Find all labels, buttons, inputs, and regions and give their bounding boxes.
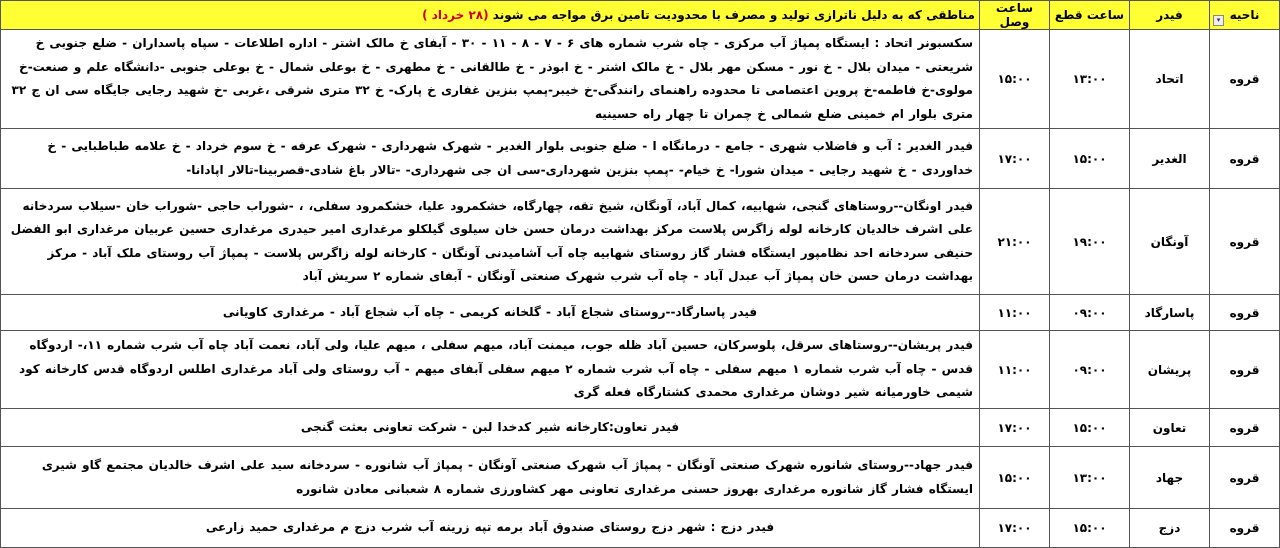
- cut-time-cell: ۱۳:۰۰: [1050, 30, 1130, 129]
- table-row: [1, 189, 1280, 295]
- header-description: [1, 1, 980, 30]
- header-connect-time: ساعت وصل: [980, 1, 1050, 30]
- connect-time-cell: ۱۵:۰۰: [980, 447, 1050, 509]
- region-cell: قروه: [1210, 409, 1280, 447]
- table-row: [1, 129, 1280, 189]
- header-cut-time: ساعت قطع: [1050, 1, 1130, 30]
- region-cell: قروه: [1210, 30, 1280, 129]
- feeder-cell: جهاد: [1130, 447, 1210, 509]
- connect-time-cell: ۱۷:۰۰: [980, 129, 1050, 189]
- areas-cell: فیدر جهاد--روستای شانوره شهرک صنعتی آونگان - پمپاژ آب شهرک صنعتی آونگان - پمپاژ آب شانوره - سردخانه سید علی اشرف خالدیان مجتمع گاو شیری ایستگاه فشار گاز شانوره مرغداری بهروز حسنی مرغداری تعاونی مهر کشاورزی شماره ۸ شعبانی معادن شانوره: [1, 447, 980, 509]
- cut-time-cell: ۱۵:۰۰: [1050, 509, 1130, 548]
- cut-time-cell: ۰۹:۰۰: [1050, 331, 1130, 409]
- areas-cell: فیدر پاسارگاد--روستای شجاع آباد - گلخانه کریمی - چاه آب شجاع آباد - مرغداری کاویانی: [1, 295, 980, 331]
- connect-time-cell: ۱۱:۰۰: [980, 331, 1050, 409]
- region-cell: قروه: [1210, 129, 1280, 189]
- header-row: [1, 1, 1280, 30]
- header-description-text: مناطقی که به دلیل ناترازی تولید و مصرف با محدودیت تامین برق مواجه می شوند: [492, 8, 975, 22]
- table-row: [1, 509, 1280, 548]
- cut-time-cell: ۱۵:۰۰: [1050, 129, 1130, 189]
- connect-time-cell: ۱۷:۰۰: [980, 409, 1050, 447]
- feeder-cell: تعاون: [1130, 409, 1210, 447]
- region-cell: قروه: [1210, 295, 1280, 331]
- table-row: [1, 447, 1280, 509]
- areas-cell: سکسبونر اتحاد : ایستگاه پمپاژ آب مرکزی - چاه شرب شماره های ۶ - ۷ - ۸ - ۱۱ - ۳۰ - آبفای خ مالک اشتر - اداره اطلاعات - سپاه پاسداران - ضلع جنوبی خ شریعتی - میدان بلال - خ نور - مسکن مهر بلال - خ مالک اشتر - خ ابوذر - خ طالقانی - خ مطهری - خ بوعلی شمال - خ بوعلی جنوبی -دانشگاه علم و صنعت-خ مولوی-خ فاطمه-خ پروین اعتصامی تا محدوده راهنمای رانندگی-خ خیبر-پمپ بنزین غفاری خ پارک- خ ۳۲ متری شرقی ،غربی -خ شهید رجایی جایگاه سی ان ج ۳۲ متری بلوار ام خمینی ضلع شمالی خ چمران تا چهار راه حسینیه: [1, 30, 980, 129]
- feeder-cell: پاسارگاد: [1130, 295, 1210, 331]
- header-feeder: فیدر: [1130, 1, 1210, 30]
- cut-time-cell: ۱۵:۰۰: [1050, 409, 1130, 447]
- feeder-cell: الغدیر: [1130, 129, 1210, 189]
- connect-time-cell: ۱۵:۰۰: [980, 30, 1050, 129]
- areas-cell: فیدر دزج : شهر دزج روستای صندوق آباد برمه تپه زرینه آب شرب دزج م مرغداری حمید زارعی: [1, 509, 980, 548]
- table-row: [1, 295, 1280, 331]
- connect-time-cell: ۱۷:۰۰: [980, 509, 1050, 548]
- areas-cell: فیدر تعاون:کارخانه شیر کدخدا لبن - شرکت تعاونی بعثت گنجی: [1, 409, 980, 447]
- cut-time-cell: ۱۹:۰۰: [1050, 189, 1130, 295]
- areas-cell: فیدر پریشان--روستاهای سرقل، پلوسرکان، حسین آباد ظله جوب، میمنت آباد، میهم سفلی ، میهم علیا، ولی آباد، نعمت آباد چاه آب شرب شماره ۱۱،- اردوگاه قدس - چاه آب شرب شماره ۱ میهم سفلی - چاه آب شرب شماره ۲ میهم سفلی آبفای میهم - آب روستای ولی آباد مرغداری اطلس اردوگاه قدس کارخانه کود شیمی خاورمیانه شیر دوشان مرغداری محمدی کشتارگاه فعله گری: [1, 331, 980, 409]
- connect-time-cell: ۱۱:۰۰: [980, 295, 1050, 331]
- table-row: [1, 331, 1280, 409]
- connect-time-cell: ۲۱:۰۰: [980, 189, 1050, 295]
- cut-time-cell: ۱۳:۰۰: [1050, 447, 1130, 509]
- region-cell: قروه: [1210, 447, 1280, 509]
- feeder-cell: اتحاد: [1130, 30, 1210, 129]
- region-cell: قروه: [1210, 509, 1280, 548]
- cut-time-cell: ۰۹:۰۰: [1050, 295, 1130, 331]
- header-region[interactable]: [1210, 1, 1280, 30]
- areas-cell: فیدر اونگان--روستاهای گنجی، شهابیه، کمال آباد، آونگان، شیخ تقه، چهارگاه، خشکمرود علیا، خشکمرود سفلی، ، -شوراب حاجی -شوراب خان -سیلاب سردخانه علی اشرف خالدیان کارخانه لوله زاگرس پلاست مرکز بهداشت درمان حسن خان سیلوی گیلکلو مرغداری امیر حیدری مرغداری حسین عربیان مرغداری ابو الفضل حنیفی سردخانه احد نظامپور ایستگاه فشار گاز روستای شهابیه چاه آب آشامیدنی آونگان - کارخانه لوله زاگرس پلاست - پمپاژ آب روستای ملک آباد - مرکز بهداشت درمان حسن خان پمپاژ آب عبدل آباد - چاه آب شرب شهرک صنعتی آونگان - آبفای شماره ۲ سریش آباد: [1, 189, 980, 295]
- header-region-label: ناحیه: [1229, 8, 1260, 22]
- header-date: (۲۸ خرداد ): [422, 8, 489, 22]
- feeder-cell: دزج: [1130, 509, 1210, 548]
- region-cell: قروه: [1210, 331, 1280, 409]
- table-row: [1, 409, 1280, 447]
- region-cell: قروه: [1210, 189, 1280, 295]
- feeder-cell: آونگان: [1130, 189, 1210, 295]
- areas-cell: فیدر الغدیر : آب و فاضلاب شهری - جامع - درمانگاه ا - ضلع جنوبی بلوار الغدیر - شهرک شهرداری - شهرک عرفه - خ سوم خرداد - خ علامه طباطبایی - خ خداوردی - خ شهید رجایی - میدان شورا- خ خیام- -پمپ بنزین شهرداری-سی ان جی شهرداری- -تالار باغ شادی-قصربینا-تالار اپادانا-: [1, 129, 980, 189]
- feeder-cell: پریشان: [1130, 331, 1210, 409]
- table-row: [1, 30, 1280, 129]
- filter-dropdown-icon[interactable]: ▾: [1213, 15, 1224, 26]
